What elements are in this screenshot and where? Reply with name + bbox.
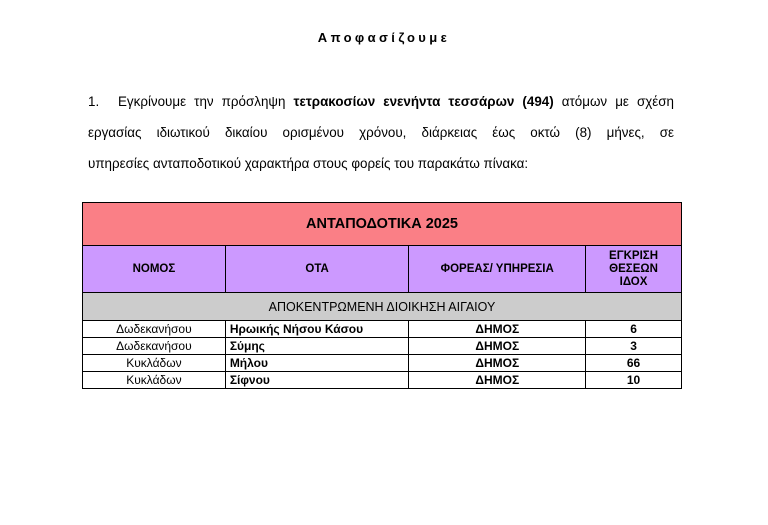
row-theseis: 6: [586, 321, 682, 338]
row-ota: Σύμης: [225, 338, 409, 355]
header-foreas: ΦΟΡΕΑΣ/ ΥΠΗΡΕΣΙΑ: [409, 246, 586, 293]
table-row: [83, 321, 682, 338]
paragraph-line-1: [88, 86, 674, 117]
row-nomos: Κυκλάδων: [83, 372, 226, 389]
table-title: ΑΝΤΑΠΟΔΟΤΙΚΑ 2025: [83, 203, 682, 246]
table-title-row: [83, 203, 682, 246]
decision-heading: Αποφασίζουμε: [317, 30, 451, 45]
region-row: [83, 293, 682, 321]
paragraph-number: 1.: [88, 94, 100, 109]
paragraph-text-1b: ατόμων με σχέση: [553, 94, 674, 109]
header-egkrisi-line-2: ΘΕΣΕΩΝ: [609, 262, 658, 275]
table-header-row: [83, 246, 682, 293]
row-ota: Σίφνου: [225, 372, 409, 389]
row-foreas: ΔΗΜΟΣ: [409, 355, 586, 372]
table-row: [83, 338, 682, 355]
header-ota: ΟΤΑ: [225, 246, 409, 293]
row-theseis: 66: [586, 355, 682, 372]
header-egkrisi-line-3: ΙΔΟΧ: [619, 275, 648, 288]
row-foreas: ΔΗΜΟΣ: [409, 321, 586, 338]
positions-table: [82, 202, 682, 389]
row-ota: Ηρωικής Νήσου Κάσου: [225, 321, 409, 338]
row-nomos: Δωδεκανήσου: [83, 321, 226, 338]
paragraph-line-2: εργασίας ιδιωτικού δικαίου ορισμένου χρόνου, διάρκειας έως οκτώ (8) μήνες, σε: [88, 125, 674, 140]
row-nomos: Κυκλάδων: [83, 355, 226, 372]
paragraph-text-1a: Εγκρίνουμε την πρόσληψη: [118, 94, 294, 109]
row-theseis: 10: [586, 372, 682, 389]
row-foreas: ΔΗΜΟΣ: [409, 338, 586, 355]
row-nomos: Δωδεκανήσου: [83, 338, 226, 355]
header-egkrisi: [586, 246, 682, 293]
header-egkrisi-line-1: ΕΓΚΡΙΣΗ: [609, 249, 659, 262]
paragraph-line-3: υπηρεσίες ανταποδοτικού χαρακτήρα στους φορείς του παρακάτω πίνακα:: [88, 156, 529, 171]
paragraph-bold-count: τετρακοσίων ενενήντα τεσσάρων (494): [293, 94, 554, 109]
row-ota: Μήλου: [225, 355, 409, 372]
decision-paragraph: [88, 86, 674, 179]
header-nomos: ΝΟΜΟΣ: [83, 246, 226, 293]
row-theseis: 3: [586, 338, 682, 355]
table-row: [83, 355, 682, 372]
region-label: ΑΠΟΚΕΝΤΡΩΜΕΝΗ ΔΙΟΙΚΗΣΗ ΑΙΓΑΙΟΥ: [83, 293, 682, 321]
row-foreas: ΔΗΜΟΣ: [409, 372, 586, 389]
table-row: [83, 372, 682, 389]
